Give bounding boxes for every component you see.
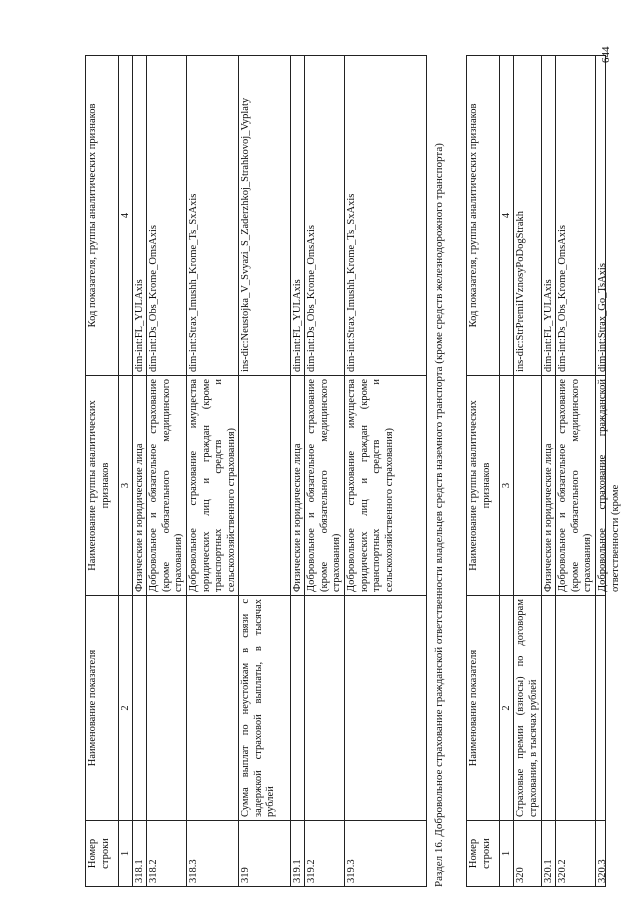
colnum-1: 1 — [501, 850, 512, 857]
row-number: 318.2 — [148, 859, 159, 883]
page-number: 644 — [600, 46, 612, 63]
row-number: 320.1 — [543, 859, 554, 883]
header-group-name: Наименование группы аналитических признаков — [467, 376, 499, 596]
section-title: Раздел 16. Добровольное страхование гражданской ответственности владельцев средств наземного транспорта (кроме средств железнодорожного транспорта) — [433, 143, 445, 887]
header-row-number: Номер строки — [468, 838, 492, 869]
row-number: 319 — [240, 867, 251, 883]
header-row-number: Номер строки — [87, 838, 111, 869]
colnum-1: 1 — [120, 850, 131, 857]
row-number: 318.1 — [134, 859, 145, 883]
group-name: Добровольное и обязательное страхование (кроме обязательного медицинского страхования) — [556, 376, 595, 596]
group-name: Добровольное и обязательное страхование (кроме обязательного медицинского страхования) — [305, 376, 344, 596]
indicator-name — [291, 596, 304, 821]
table-row — [344, 56, 426, 886]
row-number: 320.3 — [597, 859, 608, 883]
code: ins-dic:Neustojka_V_Svyazi_S_Zaderzhkoj_Strahkovoj_Vyplaty — [239, 56, 290, 376]
table-row — [146, 56, 186, 886]
group-name: Физические и юридические лица — [291, 376, 304, 596]
table-row — [555, 56, 595, 886]
code: dim-int:Strax_Go_TsAxis — [596, 56, 605, 376]
header-indicator-name: Наименование показателя — [86, 596, 118, 821]
row-number: 320.2 — [557, 859, 568, 883]
indicator-name — [542, 596, 555, 821]
indicator-name — [305, 596, 344, 821]
group-name: Физические и юридические лица — [542, 376, 555, 596]
header-group-name: Наименование группы аналитических признаков — [86, 376, 118, 596]
group-name: Добровольное и обязательное страхование (кроме обязательного медицинского страхования) — [147, 376, 186, 596]
table-2 — [466, 55, 621, 887]
colnum-2: 2 — [500, 596, 513, 821]
table-row — [290, 56, 304, 886]
table-row — [186, 56, 238, 886]
code: dim-int:FL_YULAxis — [133, 56, 146, 376]
code: dim-int:FL_YULAxis — [291, 56, 304, 376]
group-name: Добровольное страхование гражданской ответственности (кроме — [596, 376, 605, 596]
indicator-name: Сумма выплат по неустойкам в связи с задержкой страховой выплаты, в тысячах рублей — [239, 596, 290, 821]
code: dim-int:Ds_Obs_Krome_OmsAxis — [147, 56, 186, 376]
group-name — [239, 376, 290, 596]
row-number: 319.2 — [306, 859, 317, 883]
indicator-name — [345, 596, 426, 821]
group-name: Добровольное страхование имущества юридических лиц и граждан (кроме транспортных средств и сельскохозяйственного страхования) — [187, 376, 238, 596]
table-header-row — [86, 56, 118, 886]
code: dim-int:Ds_Obs_Krome_OmsAxis — [556, 56, 595, 376]
indicator-name — [187, 596, 238, 821]
table-row — [132, 56, 146, 886]
table-row — [238, 56, 290, 886]
colnum-4: 4 — [119, 56, 132, 376]
colnum-2: 2 — [119, 596, 132, 821]
colnum-4: 4 — [500, 56, 513, 376]
group-name — [514, 376, 541, 596]
group-name: Добровольное страхование имущества юридических лиц и граждан (кроме транспортных средств и сельскохозяйственного страхования) — [345, 376, 426, 596]
table-row — [304, 56, 344, 886]
indicator-name — [596, 596, 605, 821]
table-colnum-row — [118, 56, 132, 886]
group-name: Физические и юридические лица — [133, 376, 146, 596]
code: dim-int:Ds_Obs_Krome_OmsAxis — [305, 56, 344, 376]
indicator-name — [147, 596, 186, 821]
header-code: Код показателя, группы аналитических признаков — [86, 56, 118, 376]
table-row — [513, 56, 541, 886]
row-number: 320 — [515, 867, 526, 883]
table-1 — [85, 55, 427, 887]
code: dim-int:Strax_Imushh_Krome_Ts_SxAxis — [187, 56, 238, 376]
table-header-row — [467, 56, 499, 886]
indicator-name — [133, 596, 146, 821]
indicator-name: Страховые премии (взносы) по договорам страхования, в тысячах рублей — [514, 596, 541, 821]
row-number: 319.1 — [292, 859, 303, 883]
row-number: 318.3 — [188, 859, 199, 883]
colnum-3: 3 — [119, 376, 132, 596]
code: ins-dic:StrPremiIVznosyPoDogStrakh — [514, 56, 541, 376]
code: dim-int:FL_YULAxis — [542, 56, 555, 376]
header-code: Код показателя, группы аналитических признаков — [467, 56, 499, 376]
table-colnum-row — [499, 56, 513, 886]
row-number: 319.3 — [346, 859, 357, 883]
indicator-name — [556, 596, 595, 821]
table-row — [595, 56, 621, 886]
table-row — [541, 56, 555, 886]
header-indicator-name: Наименование показателя — [467, 596, 499, 821]
colnum-3: 3 — [500, 376, 513, 596]
code: dim-int:Strax_Imushh_Krome_Ts_SxAxis — [345, 56, 426, 376]
